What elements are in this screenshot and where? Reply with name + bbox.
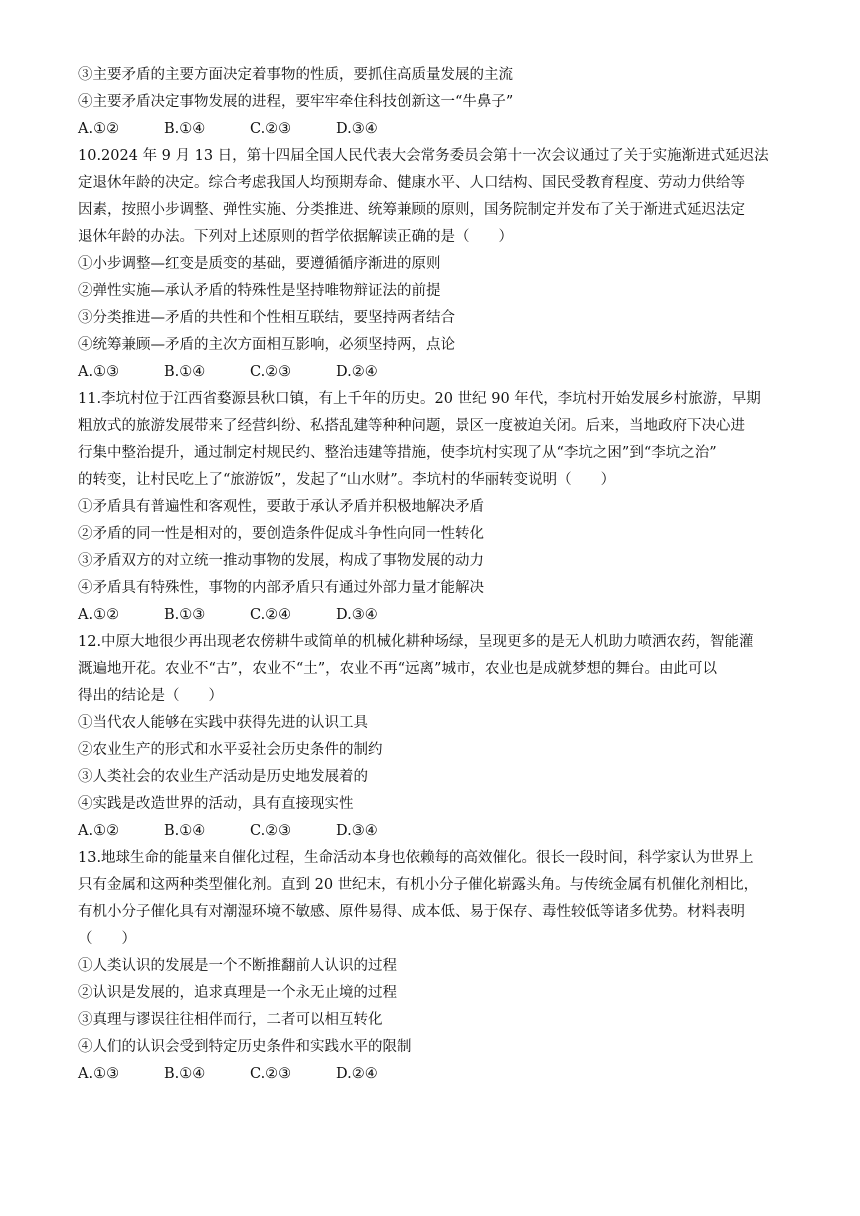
- choice-d: D.③④: [336, 121, 378, 137]
- option-4: ④矛盾具有特殊性，事物的内部矛盾只有通过外部力量才能解决: [78, 580, 484, 596]
- option-1: ①当代农人能够在实践中获得先进的认识工具: [78, 715, 368, 731]
- answer-choices: [78, 1061, 788, 1088]
- choice-d: D.②④: [336, 364, 378, 380]
- option-3: ③分类推进—矛盾的共性和个性相互联结，要坚持两者结合: [78, 310, 455, 326]
- answer-choices: [78, 116, 788, 143]
- question-stem-line: 11.李坑村位于江西省婺源县秋口镇，有上千年的历史。20 世纪 90 年代，李坑村开始发展乡村旅游，早期: [78, 391, 761, 407]
- choice-d: D.②④: [336, 1066, 378, 1082]
- question-stem-line: 定退休年龄的决定。综合考虑我国人均预期寿命、健康水平、人口结构、国民受教育程度、劳动力供给等: [78, 175, 745, 191]
- answer-choices: [78, 359, 788, 386]
- choice-d: D.③④: [336, 823, 378, 839]
- question-stem-line: 因素，按照小步调整、弹性实施、分类推进、统筹兼顾的原则，国务院制定并发布了关于渐进式延迟法定: [78, 202, 745, 218]
- question-stem-line: 粗放式的旅游发展带来了经营纠纷、私搭乱建等种种问题，景区一度被迫关闭。后来，当地政府下决心进: [78, 418, 745, 434]
- option-1: ①人类认识的发展是一个不断推翻前人认识的过程: [78, 958, 397, 974]
- answer-choices: [78, 602, 788, 629]
- choice-a: A.①③: [78, 1066, 120, 1082]
- option-1: ①矛盾具有普遍性和客观性，要敢于承认矛盾并积极地解决矛盾: [78, 499, 484, 515]
- option-2: ②矛盾的同一性是相对的，要创造条件促成斗争性向同一性转化: [78, 526, 484, 542]
- choice-a: A.①②: [78, 607, 120, 623]
- option-2: ②弹性实施—承认矛盾的特殊性是坚持唯物辩证法的前提: [78, 283, 441, 299]
- choice-c: C.②③: [250, 364, 292, 380]
- option-3: ③矛盾双方的对立统一推动事物的发展，构成了事物发展的动力: [78, 553, 484, 569]
- option-4: ④人们的认识会受到特定历史条件和实践水平的限制: [78, 1039, 412, 1055]
- question-stem-line: 得出的结论是（ ）: [78, 688, 223, 704]
- option-3: ③人类社会的农业生产活动是历史地发展着的: [78, 769, 368, 785]
- choice-b: B.①④: [164, 823, 206, 839]
- question-stem-line: 有机小分子催化具有对潮湿环境不敏感、原件易得、成本低、易于保存、毒性较低等诸多优势。材料表明: [78, 904, 745, 920]
- question-9-tail: [78, 62, 788, 143]
- option-1: ①小步调整—红变是质变的基础，要遵循循序渐进的原则: [78, 256, 441, 272]
- option-3: ③主要矛盾的主要方面决定着事物的性质，要抓住高质量发展的主流: [78, 67, 513, 83]
- option-4: ④统筹兼顾—矛盾的主次方面相互影响，必须坚持两，点论: [78, 337, 455, 353]
- question-stem-line: 退休年龄的办法。下列对上述原则的哲学依据解读正确的是（ ）: [78, 229, 513, 245]
- option-2: ②认识是发展的，追求真理是一个永无止境的过程: [78, 985, 397, 1001]
- question-stem-line: 只有金属和这两种类型催化剂。直到 20 世纪末，有机小分子催化崭露头角。与传统金属有机催化剂相比，: [78, 877, 759, 893]
- option-4: ④实践是改造世界的活动，具有直接现实性: [78, 796, 354, 812]
- question-stem-line: 10.2024 年 9 月 13 日，第十四届全国人民代表大会常务委员会第十一次会议通过了关于实施渐进式延迟法: [78, 148, 769, 164]
- choice-c: C.②④: [250, 607, 292, 623]
- choice-b: B.①④: [164, 1066, 206, 1082]
- question-11: [78, 386, 788, 629]
- question-13: [78, 845, 788, 1088]
- choice-c: C.②③: [250, 1066, 292, 1082]
- choice-c: C.②③: [250, 823, 292, 839]
- question-stem-line: 12.中原大地很少再出现老农傍耕牛或简单的机械化耕种场绿，呈现更多的是无人机助力喷洒农药，智能灌: [78, 634, 754, 650]
- choice-b: B.①④: [164, 364, 206, 380]
- choice-a: A.①②: [78, 823, 120, 839]
- question-stem-line: 溉遍地开花。农业不“古”，农业不“土”，农业不再“远离”城市，农业也是成就梦想的舞台。由此可以: [78, 661, 717, 677]
- choice-c: C.②③: [250, 121, 292, 137]
- answer-choices: [78, 818, 788, 845]
- choice-b: B.①③: [164, 607, 206, 623]
- option-4: ④主要矛盾决定事物发展的进程，要牢牢牵住科技创新这一“牛鼻子”: [78, 94, 514, 110]
- option-3: ③真理与谬误往往相伴而行，二者可以相互转化: [78, 1012, 383, 1028]
- question-12: [78, 629, 788, 845]
- question-stem-line: （ ）: [78, 931, 136, 947]
- choice-a: A.①③: [78, 364, 120, 380]
- question-stem-line: 13.地球生命的能量来自催化过程，生命活动本身也依赖每的高效催化。很长一段时间，科学家认为世界上: [78, 850, 754, 866]
- question-stem-line: 的转变，让村民吃上了“旅游饭”，发起了“山水财”。李坑村的华丽转变说明（ ）: [78, 472, 616, 488]
- question-10: [78, 143, 788, 386]
- exam-page: [78, 62, 788, 1088]
- choice-d: D.③④: [336, 607, 378, 623]
- choice-a: A.①②: [78, 121, 120, 137]
- question-stem-line: 行集中整治提升，通过制定村规民约、整治违建等措施，使李坑村实现了从“李坑之困”到“李坑之治”: [78, 445, 717, 461]
- choice-b: B.①④: [164, 121, 206, 137]
- option-2: ②农业生产的形式和水平妥社会历史条件的制约: [78, 742, 383, 758]
